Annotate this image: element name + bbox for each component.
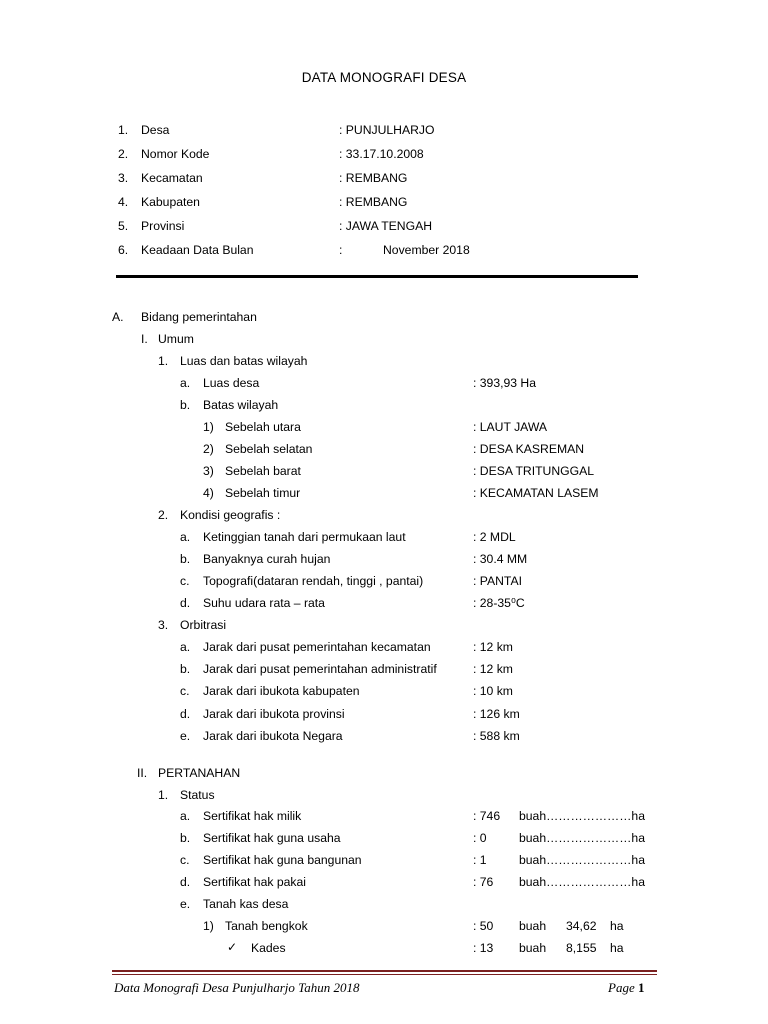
row-value: : 50 [473, 919, 494, 933]
row-number: 3) [203, 464, 214, 478]
item-number: 3. [118, 171, 129, 185]
row-label: Jarak dari ibukota Negara [203, 729, 343, 743]
row-label: Sertifikat hak guna bangunan [203, 853, 362, 867]
row-label: Sertifikat hak milik [203, 809, 302, 823]
row-letter: d. [180, 875, 191, 889]
point-number: 1. [158, 354, 169, 368]
point-heading: Luas dan batas wilayah [180, 354, 308, 368]
item-value: November 2018 [383, 243, 470, 257]
item-label: Desa [141, 123, 170, 137]
page-label: Page [608, 980, 635, 995]
item-value: : REMBANG [339, 195, 408, 209]
row-number: 4) [203, 486, 214, 500]
item-colon: : [339, 243, 343, 257]
row-label: Kades [251, 941, 286, 955]
row-value: : 28-35⁰C [473, 596, 525, 610]
row-letter: b. [180, 831, 191, 845]
subsection-heading: Umum [158, 332, 194, 346]
row-value: : 393,93 Ha [473, 376, 537, 390]
row-value: : 13 [473, 941, 494, 955]
row-letter: a. [180, 809, 191, 823]
row-letter: d. [180, 707, 191, 721]
row-number: 1) [203, 919, 214, 933]
section-number: A. [112, 310, 124, 324]
row-value: : 1 [473, 853, 487, 867]
row-value: : 2 MDL [473, 530, 516, 544]
row-label: Jarak dari pusat pemerintahan kecamatan [203, 640, 431, 654]
row-label: Sertifikat hak guna usaha [203, 831, 341, 845]
item-label: Provinsi [141, 219, 185, 233]
row-letter: c. [180, 684, 190, 698]
item-label: Kabupaten [141, 195, 200, 209]
subsection-heading: PERTANAHAN [158, 766, 241, 780]
subsection-number: I. [141, 332, 148, 346]
row-value: : 10 km [473, 684, 513, 698]
row-label: Sebelah barat [225, 464, 301, 478]
row-value: : 30.4 MM [473, 552, 528, 566]
row-unit: buah…………………ha [519, 853, 645, 867]
item-value: : JAWA TENGAH [339, 219, 432, 233]
row-label: Topografi(dataran rendah, tinggi , pantai) [203, 574, 424, 588]
row-label: Batas wilayah [203, 398, 279, 412]
section-heading: Bidang pemerintahan [141, 310, 257, 324]
row-label: Banyaknya curah hujan [203, 552, 331, 566]
point-heading: Kondisi geografis : [180, 508, 281, 522]
row-letter: e. [180, 729, 191, 743]
row-label: Sebelah timur [225, 486, 301, 500]
row-area: 34,62 [566, 919, 597, 933]
item-label: Keadaan Data Bulan [141, 243, 254, 257]
row-letter: a. [180, 640, 191, 654]
check-icon: ✓ [227, 940, 238, 954]
row-value: : 746 [473, 809, 501, 823]
row-letter: c. [180, 574, 190, 588]
item-number: 5. [118, 219, 129, 233]
row-value: : 588 km [473, 729, 520, 743]
row-label: Sertifikat hak pakai [203, 875, 306, 889]
row-label: Suhu udara rata – rata [203, 596, 325, 610]
item-number: 4. [118, 195, 129, 209]
row-area: 8,155 [566, 941, 597, 955]
item-value: : REMBANG [339, 171, 408, 185]
row-unit: buah…………………ha [519, 875, 645, 889]
item-number: 6. [118, 243, 129, 257]
footer-document-title: Data Monografi Desa Punjulharjo Tahun 2018 [114, 980, 360, 995]
subsection-number: II. [137, 766, 148, 780]
row-label: Sebelah utara [225, 420, 301, 434]
row-label: Sebelah selatan [225, 442, 313, 456]
point-heading: Orbitrasi [180, 618, 227, 632]
row-unit: buah [519, 919, 547, 933]
row-value: : 126 km [473, 707, 520, 721]
row-value: : PANTAI [473, 574, 522, 588]
row-letter: a. [180, 376, 191, 390]
row-unit: buah…………………ha [519, 809, 645, 823]
page-title: DATA MONOGRAFI DESA [301, 70, 467, 85]
row-label: Tanah bengkok [225, 919, 308, 933]
row-value: : 0 [473, 831, 487, 845]
point-heading: Status [180, 788, 215, 802]
row-value: : 76 [473, 875, 494, 889]
row-value: : LAUT JAWA [473, 420, 548, 434]
footer-rule [112, 970, 657, 972]
row-value: : DESA KASREMAN [473, 442, 585, 456]
point-number: 3. [158, 618, 169, 632]
row-label: Tanah kas desa [203, 897, 289, 911]
item-number: 2. [118, 147, 129, 161]
item-label: Kecamatan [141, 171, 203, 185]
row-letter: a. [180, 530, 191, 544]
row-letter: b. [180, 398, 191, 412]
point-number: 1. [158, 788, 169, 802]
row-label: Jarak dari ibukota provinsi [203, 707, 345, 721]
row-unit: buah [519, 941, 547, 955]
header-divider [116, 275, 638, 278]
item-label: Nomor Kode [141, 147, 210, 161]
row-letter: c. [180, 853, 190, 867]
row-value: : KECAMATAN LASEM [473, 486, 599, 500]
footer-page-number [608, 980, 644, 996]
row-label: Jarak dari ibukota kabupaten [203, 684, 360, 698]
row-value: : DESA TRITUNGGAL [473, 464, 594, 478]
row-letter: b. [180, 552, 191, 566]
row-letter: e. [180, 897, 191, 911]
row-value: : 12 km [473, 662, 513, 676]
row-label: Ketinggian tanah dari permukaan laut [203, 530, 406, 544]
row-number: 2) [203, 442, 214, 456]
row-letter: b. [180, 662, 191, 676]
row-area-unit: ha [610, 919, 624, 933]
row-unit: buah…………………ha [519, 831, 645, 845]
point-number: 2. [158, 508, 169, 522]
row-area-unit: ha [610, 941, 624, 955]
row-value: : 12 km [473, 640, 513, 654]
item-value: : 33.17.10.2008 [339, 147, 424, 161]
item-value: : PUNJULHARJO [339, 123, 435, 137]
row-letter: d. [180, 596, 191, 610]
row-label: Jarak dari pusat pemerintahan administratif [203, 662, 437, 676]
page-num: 1 [637, 980, 645, 995]
row-number: 1) [203, 420, 214, 434]
item-number: 1. [118, 123, 129, 137]
footer-rule-secondary [112, 974, 657, 975]
row-label: Luas desa [203, 376, 260, 390]
